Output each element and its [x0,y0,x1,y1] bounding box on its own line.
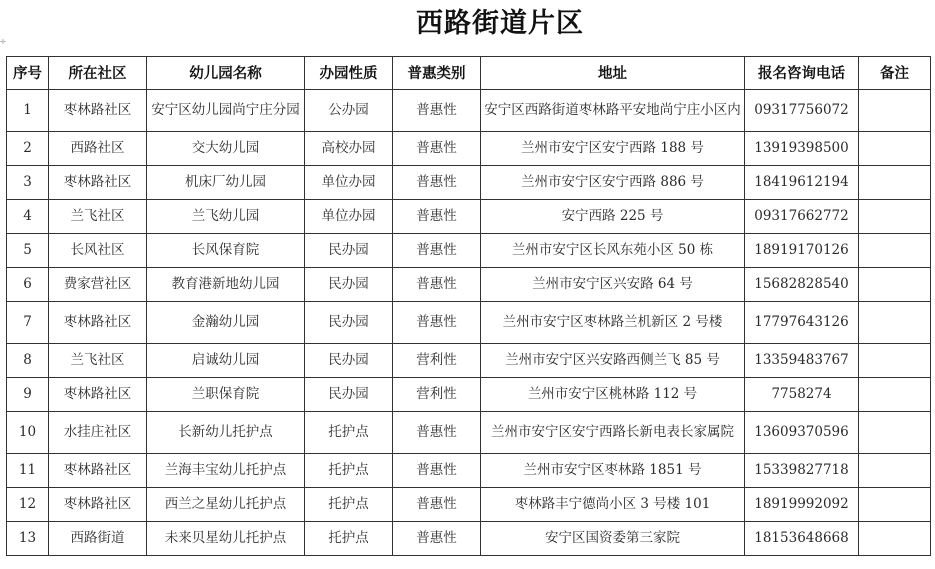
index-cell: 3 [7,166,49,200]
category-cell: 普惠性 [393,200,481,234]
index-cell: 8 [7,344,49,378]
address-cell: 兰州市安宁区安宁西路 188 号 [481,132,745,166]
phone-cell: 7758274 [745,378,859,412]
index-cell: 9 [7,378,49,412]
address-cell: 安宁区国资委第三家院 [481,522,745,556]
community-cell: 枣林路社区 [49,454,147,488]
remark-cell [859,234,931,268]
index-cell: 5 [7,234,49,268]
remark-cell [859,132,931,166]
community-cell: 枣林路社区 [49,90,147,132]
nature-cell: 托护点 [305,412,393,454]
category-cell: 普惠性 [393,454,481,488]
phone-cell: 13919398500 [745,132,859,166]
header-cell: 幼儿园名称 [147,57,305,90]
table-row [7,522,931,556]
table-row [7,234,931,268]
table-row [7,268,931,302]
table-row [7,454,931,488]
category-cell: 普惠性 [393,90,481,132]
remark-cell [859,90,931,132]
table-row [7,90,931,132]
header-cell: 地址 [481,57,745,90]
address-cell: 兰州市安宁区枣林路 1851 号 [481,454,745,488]
header-cell: 办园性质 [305,57,393,90]
kindergarten-name-cell: 教育港新地幼儿园 [147,268,305,302]
kindergarten-name-cell: 金瀚幼儿园 [147,302,305,344]
address-cell: 安宁区西路街道枣林路平安地尚宁庄小区内 [481,90,745,132]
table-row [7,200,931,234]
remark-cell [859,522,931,556]
remark-cell [859,412,931,454]
header-cell: 备注 [859,57,931,90]
index-cell: 12 [7,488,49,522]
nature-cell: 民办园 [305,378,393,412]
nature-cell: 民办园 [305,268,393,302]
category-cell: 普惠性 [393,268,481,302]
nature-cell: 单位办园 [305,200,393,234]
header-cell: 序号 [7,57,49,90]
index-cell: 1 [7,90,49,132]
kindergarten-name-cell: 机床厂幼儿园 [147,166,305,200]
nature-cell: 民办园 [305,234,393,268]
nature-cell: 单位办园 [305,166,393,200]
kindergarten-name-cell: 安宁区幼儿园尚宁庄分园 [147,90,305,132]
address-cell: 安宁西路 225 号 [481,200,745,234]
community-cell: 西路社区 [49,132,147,166]
table-row [7,412,931,454]
community-cell: 枣林路社区 [49,166,147,200]
phone-cell: 18419612194 [745,166,859,200]
nature-cell: 民办园 [305,302,393,344]
remark-cell [859,268,931,302]
index-cell: 7 [7,302,49,344]
kindergarten-name-cell: 兰职保育院 [147,378,305,412]
community-cell: 兰飞社区 [49,200,147,234]
nature-cell: 公办园 [305,90,393,132]
category-cell: 营利性 [393,344,481,378]
address-cell: 兰州市安宁区枣林路兰机新区 2 号楼 [481,302,745,344]
kindergarten-name-cell: 西兰之星幼儿托护点 [147,488,305,522]
table-header-row [7,57,931,90]
phone-cell: 15339827718 [745,454,859,488]
address-cell: 兰州市安宁区安宁西路长新电表长家属院 [481,412,745,454]
category-cell: 普惠性 [393,234,481,268]
table-row [7,132,931,166]
nature-cell: 托护点 [305,454,393,488]
kindergarten-name-cell: 交大幼儿园 [147,132,305,166]
phone-cell: 13359483767 [745,344,859,378]
kindergarten-table [6,56,931,556]
index-cell: 10 [7,412,49,454]
nature-cell: 高校办园 [305,132,393,166]
category-cell: 普惠性 [393,522,481,556]
page-title: 西路街道片区 [416,8,584,39]
index-cell: 11 [7,454,49,488]
address-cell: 兰州市安宁区安宁西路 886 号 [481,166,745,200]
phone-cell: 17797643126 [745,302,859,344]
header-cell: 所在社区 [49,57,147,90]
remark-cell [859,200,931,234]
community-cell: 枣林路社区 [49,302,147,344]
address-cell: 兰州市安宁区兴安路 64 号 [481,268,745,302]
community-cell: 费家营社区 [49,268,147,302]
table-row [7,378,931,412]
phone-cell: 13609370596 [745,412,859,454]
kindergarten-name-cell: 未来贝星幼儿托护点 [147,522,305,556]
category-cell: 普惠性 [393,488,481,522]
header-cell: 报名咨询电话 [745,57,859,90]
remark-cell [859,166,931,200]
table-row [7,488,931,522]
nature-cell: 民办园 [305,344,393,378]
community-cell: 枣林路社区 [49,378,147,412]
remark-cell [859,454,931,488]
community-cell: 兰飞社区 [49,344,147,378]
phone-cell: 15682828540 [745,268,859,302]
community-cell: 西路街道 [49,522,147,556]
index-cell: 6 [7,268,49,302]
table-anchor-icon: ✛ [0,38,6,46]
category-cell: 普惠性 [393,302,481,344]
phone-cell: 09317756072 [745,90,859,132]
index-cell: 13 [7,522,49,556]
community-cell: 枣林路社区 [49,488,147,522]
table-row [7,302,931,344]
remark-cell [859,378,931,412]
community-cell: 长风社区 [49,234,147,268]
kindergarten-name-cell: 启诚幼儿园 [147,344,305,378]
table-row [7,344,931,378]
community-cell: 水挂庄社区 [49,412,147,454]
address-cell: 兰州市安宁区桃林路 112 号 [481,378,745,412]
nature-cell: 托护点 [305,522,393,556]
phone-cell: 09317662772 [745,200,859,234]
remark-cell [859,344,931,378]
index-cell: 2 [7,132,49,166]
header-cell: 普惠类别 [393,57,481,90]
remark-cell [859,302,931,344]
kindergarten-name-cell: 长风保育院 [147,234,305,268]
remark-cell [859,488,931,522]
phone-cell: 18153648668 [745,522,859,556]
address-cell: 枣林路丰宁德尚小区 3 号楼 101 [481,488,745,522]
category-cell: 普惠性 [393,166,481,200]
address-cell: 兰州市安宁区长风东苑小区 50 栋 [481,234,745,268]
table-row [7,166,931,200]
nature-cell: 托护点 [305,488,393,522]
index-cell: 4 [7,200,49,234]
category-cell: 营利性 [393,378,481,412]
address-cell: 兰州市安宁区兴安路西侧兰飞 85 号 [481,344,745,378]
phone-cell: 18919170126 [745,234,859,268]
phone-cell: 18919992092 [745,488,859,522]
kindergarten-name-cell: 兰飞幼儿园 [147,200,305,234]
kindergarten-name-cell: 长新幼儿托护点 [147,412,305,454]
category-cell: 普惠性 [393,412,481,454]
category-cell: 普惠性 [393,132,481,166]
kindergarten-name-cell: 兰海丰宝幼儿托护点 [147,454,305,488]
